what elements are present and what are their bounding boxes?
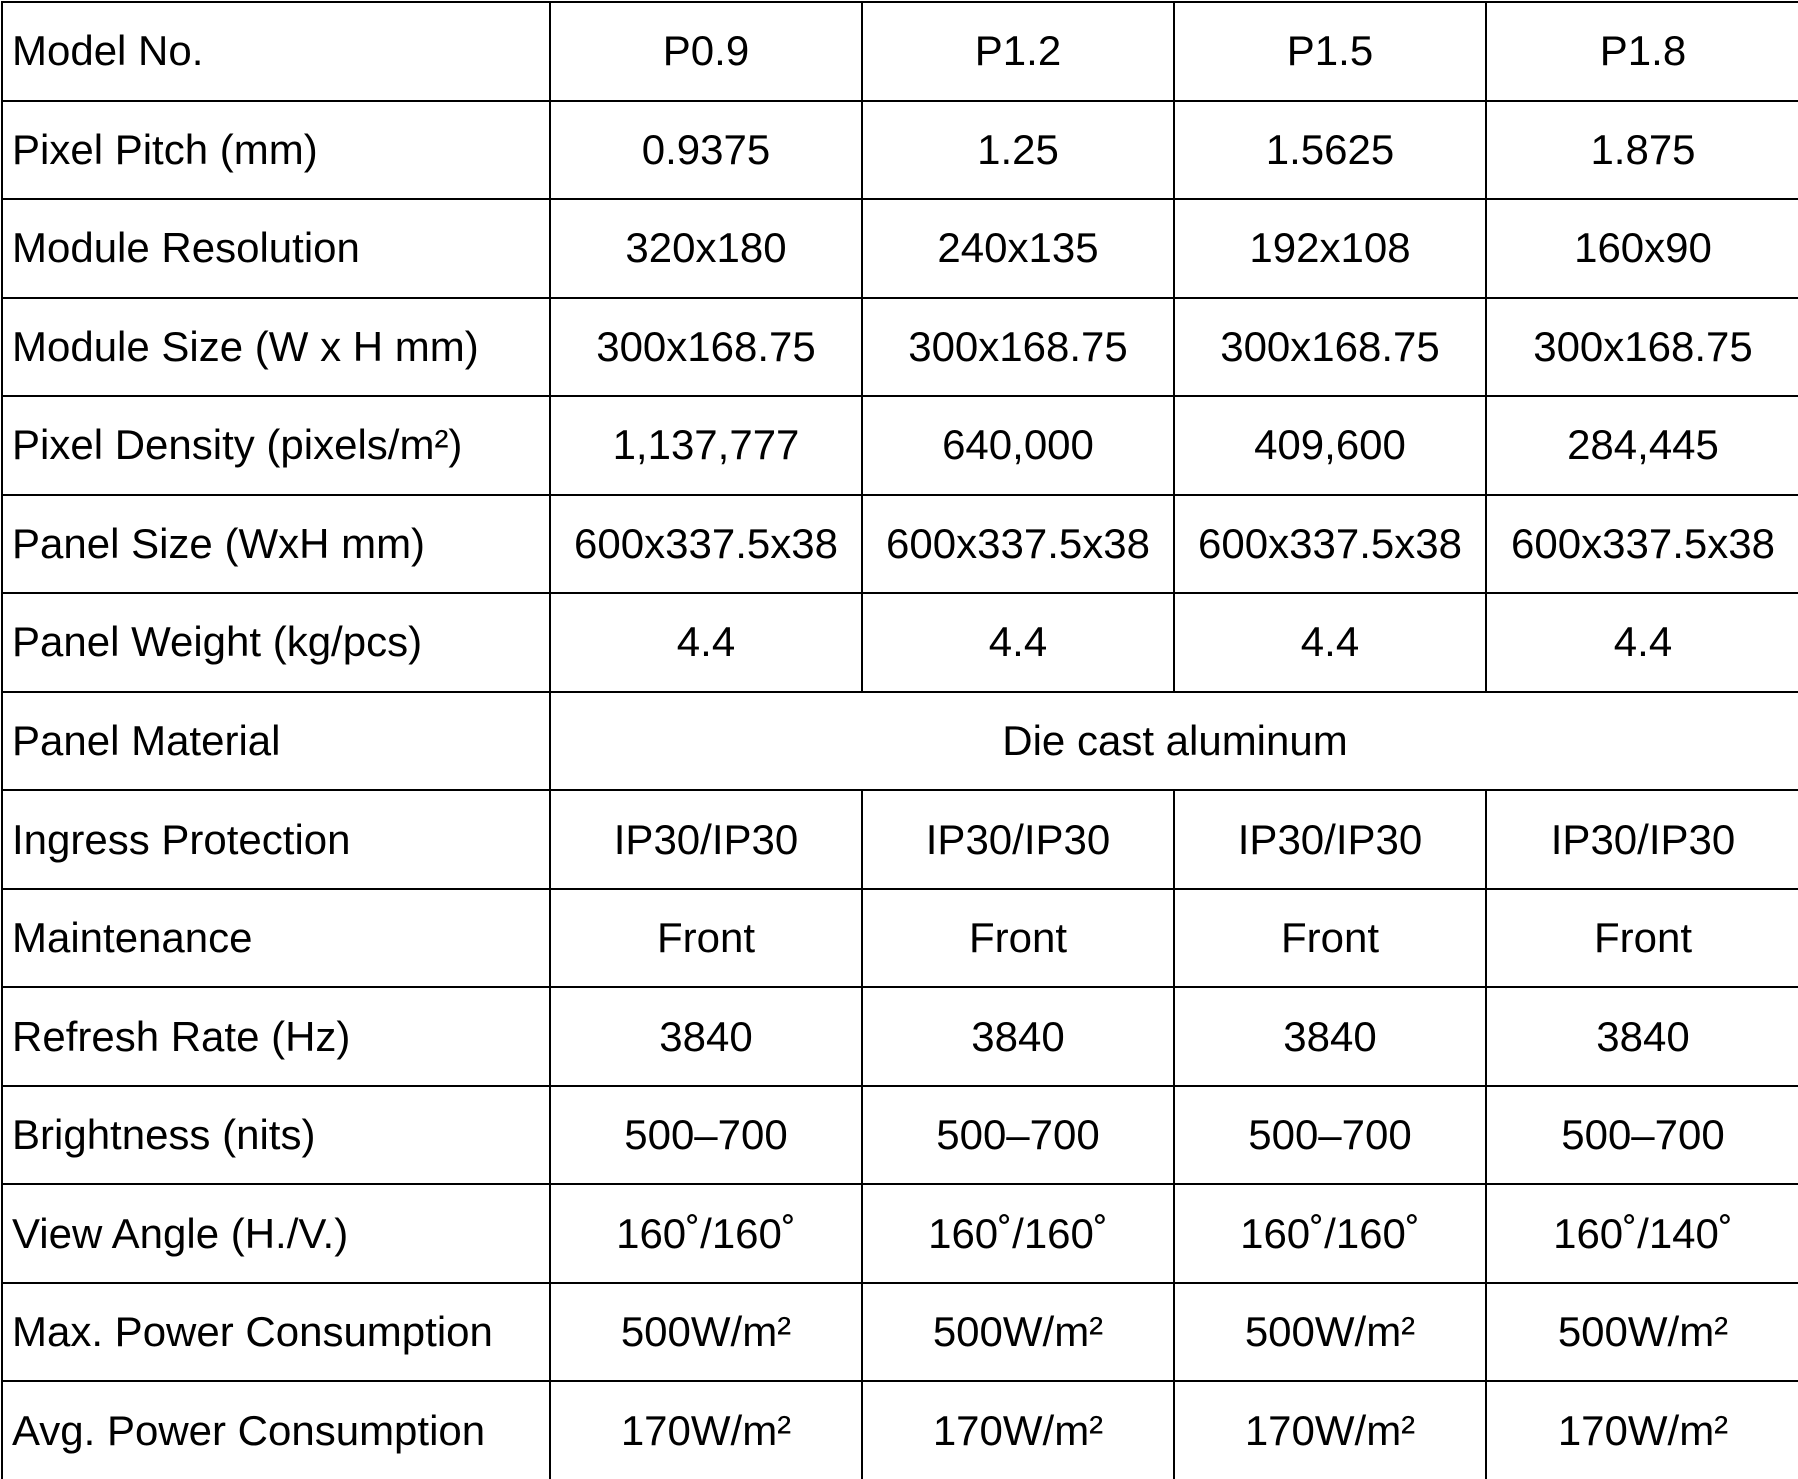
table-cell: 300x168.75 [550,298,862,397]
table-cell: 4.4 [1486,593,1798,692]
table-cell: 240x135 [862,199,1174,298]
table-cell: P0.9 [550,2,862,101]
table-cell: 1.875 [1486,101,1798,200]
table-row [2,1381,1798,1479]
table-cell: 300x168.75 [1174,298,1486,397]
table-cell: 170W/m² [862,1381,1174,1479]
row-label: Brightness (nits) [2,1086,550,1185]
table-row [2,396,1798,495]
table-cell: 300x168.75 [862,298,1174,397]
table-cell: 600x337.5x38 [1174,495,1486,594]
table-row [2,790,1798,889]
table-row [2,495,1798,594]
table-row [2,101,1798,200]
table-cell: 160˚/140˚ [1486,1184,1798,1283]
table-cell: 1,137,777 [550,396,862,495]
table-cell: 4.4 [550,593,862,692]
table-cell: 600x337.5x38 [550,495,862,594]
table-cell: Front [1486,889,1798,988]
table-cell: 640,000 [862,396,1174,495]
table-cell: 284,445 [1486,396,1798,495]
row-label: Panel Weight (kg/pcs) [2,593,550,692]
table-row [2,593,1798,692]
table-cell: 160x90 [1486,199,1798,298]
table-cell: 500W/m² [1174,1283,1486,1382]
table-cell: 192x108 [1174,199,1486,298]
table-cell: 500–700 [550,1086,862,1185]
table-cell: 500W/m² [1486,1283,1798,1382]
table-cell: 320x180 [550,199,862,298]
table-cell: 170W/m² [550,1381,862,1479]
table-row [2,692,1798,791]
table-cell: P1.5 [1174,2,1486,101]
table-cell: Front [862,889,1174,988]
row-label: Module Size (W x H mm) [2,298,550,397]
table-cell: 0.9375 [550,101,862,200]
table-row [2,1283,1798,1382]
table-cell: 3840 [862,987,1174,1086]
row-label: View Angle (H./V.) [2,1184,550,1283]
table-cell: 160˚/160˚ [1174,1184,1486,1283]
table-cell: 600x337.5x38 [862,495,1174,594]
table-cell: 300x168.75 [1486,298,1798,397]
table-cell: 1.25 [862,101,1174,200]
table-row [2,1184,1798,1283]
row-label: Max. Power Consumption [2,1283,550,1382]
table-row [2,199,1798,298]
row-label: Ingress Protection [2,790,550,889]
table-cell: 160˚/160˚ [862,1184,1174,1283]
table-row [2,2,1798,101]
table-cell: 409,600 [1174,396,1486,495]
table-cell: IP30/IP30 [1174,790,1486,889]
row-label: Panel Size (WxH mm) [2,495,550,594]
table-cell: 3840 [550,987,862,1086]
table-row [2,889,1798,988]
row-label: Pixel Pitch (mm) [2,101,550,200]
row-label: Pixel Density (pixels/m²) [2,396,550,495]
table-cell: 3840 [1486,987,1798,1086]
table-cell: IP30/IP30 [862,790,1174,889]
table-cell: 500–700 [1486,1086,1798,1185]
table-cell: IP30/IP30 [550,790,862,889]
table-cell: 500W/m² [862,1283,1174,1382]
spec-table [1,1,1798,1479]
table-row [2,987,1798,1086]
table-cell: 170W/m² [1486,1381,1798,1479]
row-label: Module Resolution [2,199,550,298]
table-cell: 3840 [1174,987,1486,1086]
table-cell: 500W/m² [550,1283,862,1382]
table-cell: Front [1174,889,1486,988]
row-label: Refresh Rate (Hz) [2,987,550,1086]
table-cell: IP30/IP30 [1486,790,1798,889]
merged-cell: Die cast aluminum [550,692,1798,791]
row-label: Model No. [2,2,550,101]
table-cell: 170W/m² [1174,1381,1486,1479]
table-cell: 160˚/160˚ [550,1184,862,1283]
table-cell: P1.8 [1486,2,1798,101]
table-row [2,1086,1798,1185]
table-cell: Front [550,889,862,988]
table-cell: 600x337.5x38 [1486,495,1798,594]
table-cell: 4.4 [1174,593,1486,692]
table-cell: 4.4 [862,593,1174,692]
table-cell: 500–700 [1174,1086,1486,1185]
row-label: Avg. Power Consumption [2,1381,550,1479]
row-label: Maintenance [2,889,550,988]
table-cell: 500–700 [862,1086,1174,1185]
table-row [2,298,1798,397]
table-cell: P1.2 [862,2,1174,101]
table-cell: 1.5625 [1174,101,1486,200]
row-label: Panel Material [2,692,550,791]
